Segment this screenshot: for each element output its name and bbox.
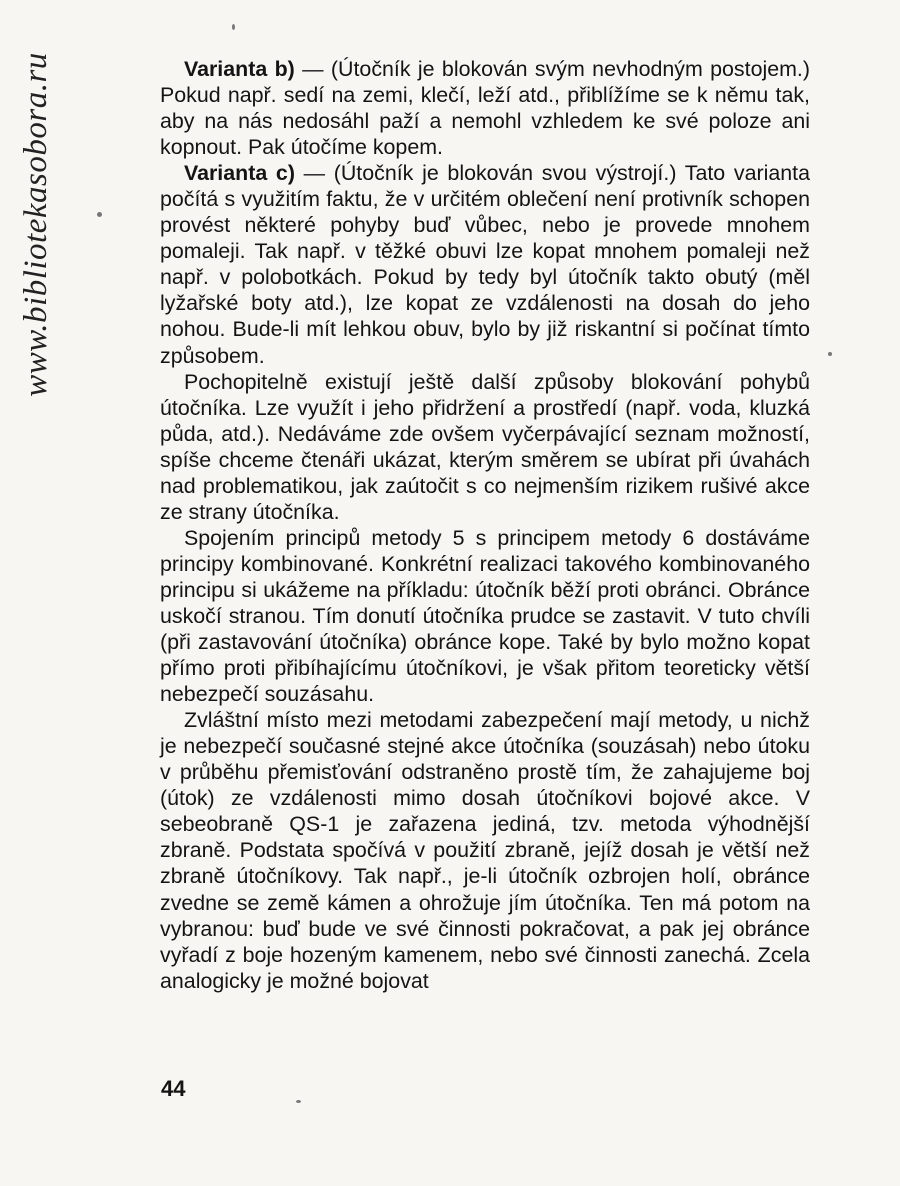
page-number: 44 xyxy=(161,1076,186,1101)
paragraph-other-methods xyxy=(160,369,810,525)
paragraph-variant-b xyxy=(160,56,810,160)
paragraph-text: Pochopitelně existují ještě další způsoby blokování pohybů útočníka. Lze využít i jeho přidržení a prostředí (např. voda, kluzká půda, atd.). Nedáváme zde ovšem vyčerpávající seznam možností, spíše chceme čtenáři ukázat, kterým směrem se ubírat při úvahách nad problematikou, jak zaútočit s co nejmenším rizikem rušivé akce ze strany útočníka. xyxy=(160,369,810,524)
paragraph-lead: Varianta b) xyxy=(184,57,295,81)
paragraph-text: — (Útočník je blokován svou výstrojí.) Tato varianta počítá s využitím faktu, že v určitém oblečení není protivník schopen provést některé pohyby buď vůbec, nebo je provede mnohem pomaleji. Tak např. v těžké obuvi lze kopat mnohem pomaleji než např. v polobotkách. Pokud by tedy byl útočník takto obutý (měl lyžařské boty atd.), lze kopat ze vzdálenosti na dosah do jeho nohou. Bude-li mít lehkou obuv, bylo by již riskantní si počínat tímto způsobem. xyxy=(160,161,810,368)
watermark-text: www.bibliotekasobora.ru xyxy=(17,51,54,397)
scan-speck xyxy=(828,352,832,356)
paragraph-special-methods xyxy=(160,707,810,994)
body-text xyxy=(160,56,810,994)
watermark xyxy=(6,14,66,434)
paragraph-variant-c xyxy=(160,160,810,368)
scan-speck xyxy=(296,1100,301,1103)
paragraph-text: — (Útočník je blokován svým nevhodným postojem.) Pokud např. sedí na zemi, klečí, leží atd., přiblížíme se k němu tak, aby na nás nedosáhl paží a nemohl vzhledem ke své poloze ani kopnout. Pak útočíme kopem. xyxy=(160,57,810,160)
paragraph-text: Zvláštní místo mezi metodami zabezpečení mají metody, u nichž je nebezpečí současné stejné akce útočníka (souzásah) nebo útoku v průběhu přemisťování odstraněno prostě tím, že zahajujeme boj (útok) ze vzdálenosti mimo dosah útočníkovi bojové akce. V sebeobraně QS-1 je zařazena jediná, tzv. metoda výhodnější zbraně. Podstata spočívá v použití zbraně, jejíž dosah je větší než zbraně útočníkovy. Tak např., je-li útočník ozbrojen holí, obránce zvedne se země kámen a ohrožuje jím útočníka. Ten má potom na vybranou: buď bude ve své činnosti pokračovat, a pak jej obránce vyřadí z boje hozeným kamenem, nebo své činnosti zanechá. Zcela analogicky je možné bojovat xyxy=(160,708,810,993)
paragraph-combined-principles xyxy=(160,525,810,707)
scan-speck xyxy=(97,212,102,217)
paragraph-text: Spojením principů metody 5 s principem metody 6 dostáváme principy kombinované. Konkrétní realizaci takového kombinovaného principu si ukážeme na příkladu: útočník běží proti obránci. Obránce uskočí stranou. Tím donutí útočníka prudce se zastavit. V tuto chvíli (při zastavování útočníka) obránce kope. Také by bylo možno kopat přímo proti přibíhajícímu útočníkovi, je však přitom teoreticky větší nebezpečí souzásahu. xyxy=(160,525,810,707)
paragraph-lead: Varianta c) xyxy=(184,161,295,186)
scan-speck xyxy=(232,24,235,30)
